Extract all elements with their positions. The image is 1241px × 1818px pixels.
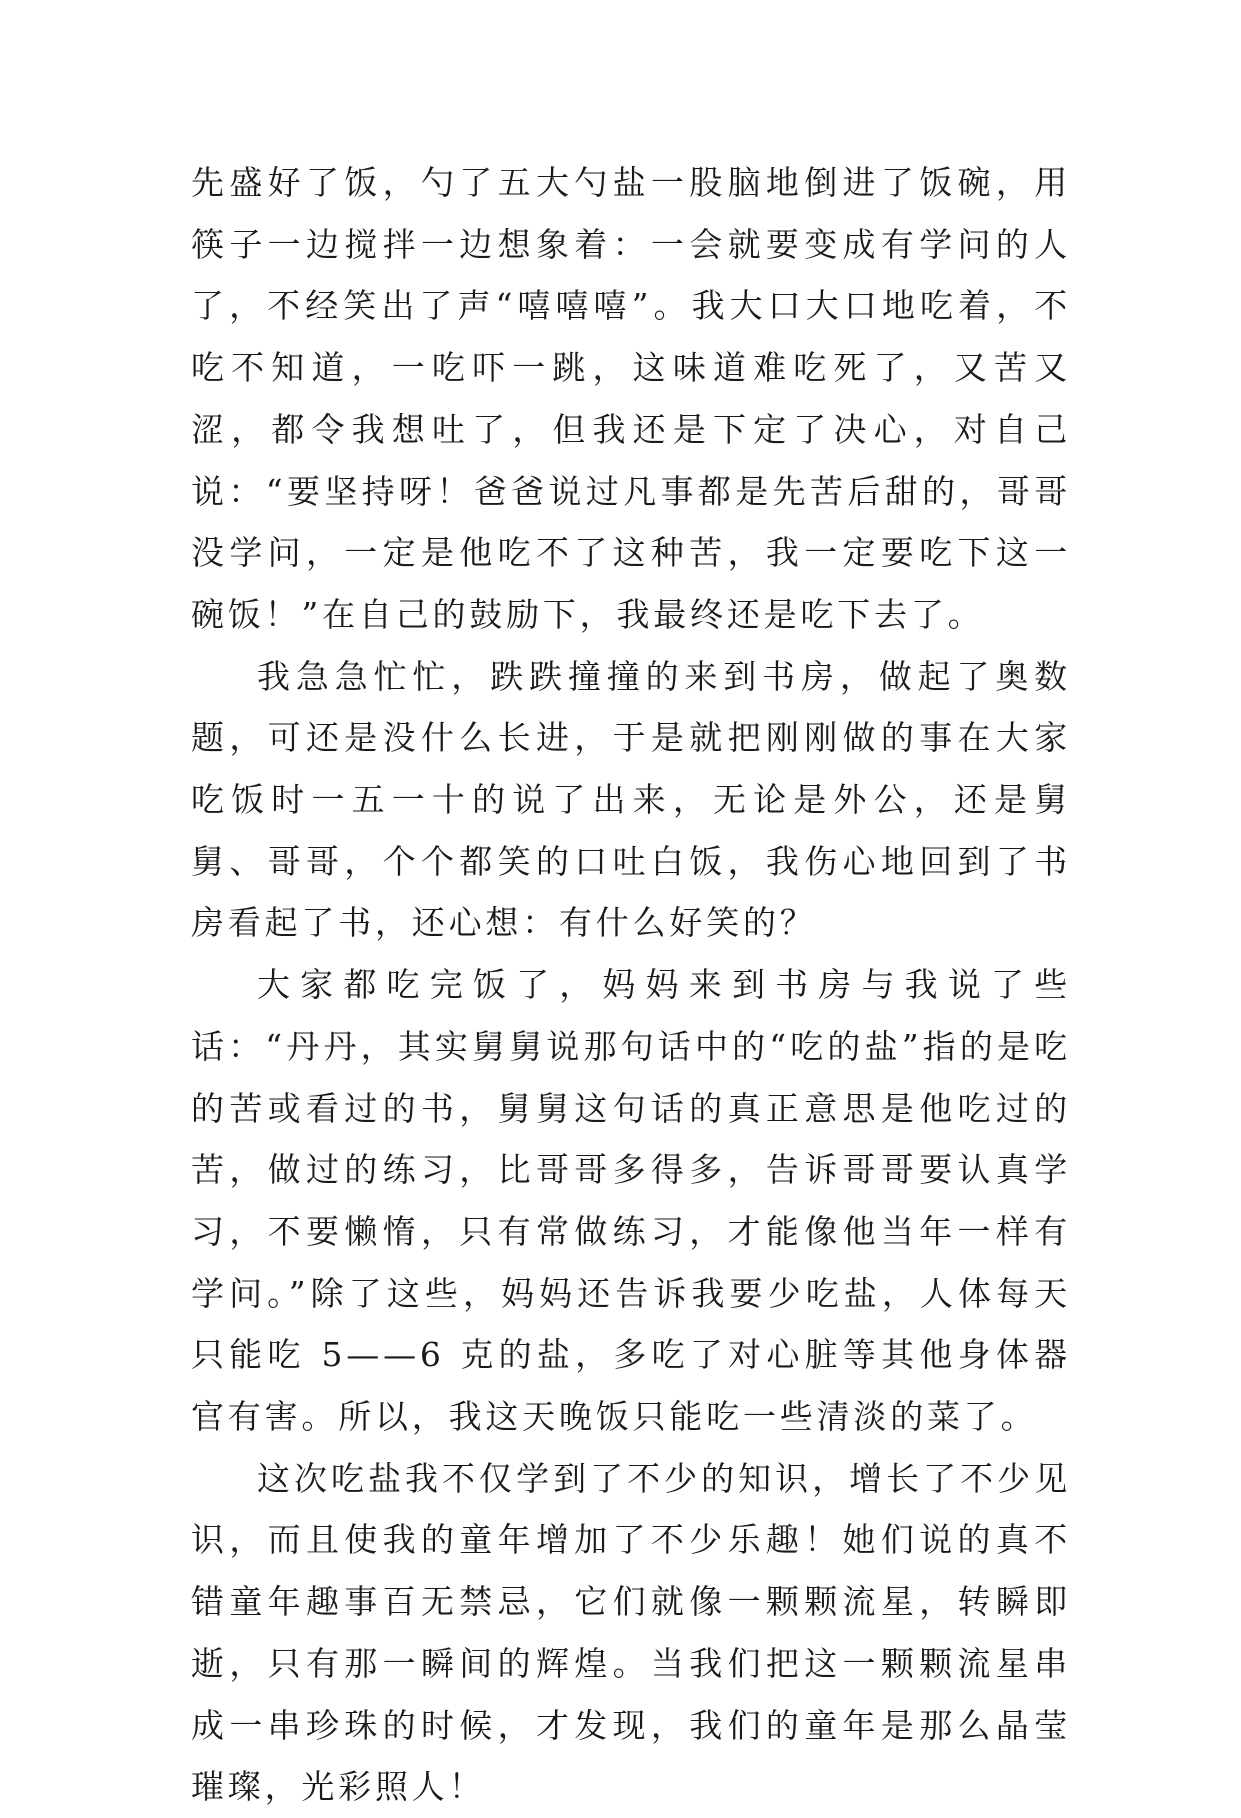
paragraph-4: 这次吃盐我不仅学到了不少的知识，增长了不少见识，而且使我的童年增加了不少乐趣！她们说的真不错童年趣事百无禁忌，它们就像一颗颗流星，转瞬即逝，只有那一瞬间的辉煌。当我们把这一颗颗流星串成一串珍珠的时候，才发现，我们的童年是那么晶莹璀璨，光彩照人！ [191, 1458, 1071, 1807]
paragraph-3: 大家都吃完饭了，妈妈来到书房与我说了些话：“丹丹，其实舅舅说那句话中的“吃的盐”指的是吃的苦或看过的书，舅舅这句话的真正意思是他吃过的苦，做过的练习，比哥哥多得多，告诉哥哥要认真学习，不要懒惰，只有常做练习，才能像他当年一样有学问。”除了这些，妈妈还告诉我要少吃盐，人体每天只能吃 5——6 克的盐，多吃了对心脏等其他身体器官有害。所以，我这天晚饭只能吃一些清淡的菜了。 [191, 965, 1071, 1437]
document-body [191, 152, 1071, 1818]
paragraph-1: 先盛好了饭，勺了五大勺盐一股脑地倒进了饭碗，用筷子一边搅拌一边想象着：一会就要变成有学问的人了，不经笑出了声“嘻嘻嘻”。我大口大口地吃着，不吃不知道，一吃吓一跳，这味道难吃死了，又苦又涩，都令我想吐了，但我还是下定了决心，对自己说：“要坚持呀！爸爸说过凡事都是先苦后甜的，哥哥没学问，一定是他吃不了这种苦，我一定要吃下这一碗饭！”在自己的鼓励下，我最终还是吃下去了。 [191, 163, 1071, 634]
paragraph-2: 我急急忙忙，跌跌撞撞的来到书房，做起了奥数题，可还是没什么长进，于是就把刚刚做的事在大家吃饭时一五一十的说了出来，无论是外公，还是舅舅、哥哥，个个都笑的口吐白饭，我伤心地回到了书房看起了书，还心想：有什么好笑的？ [191, 656, 1071, 943]
